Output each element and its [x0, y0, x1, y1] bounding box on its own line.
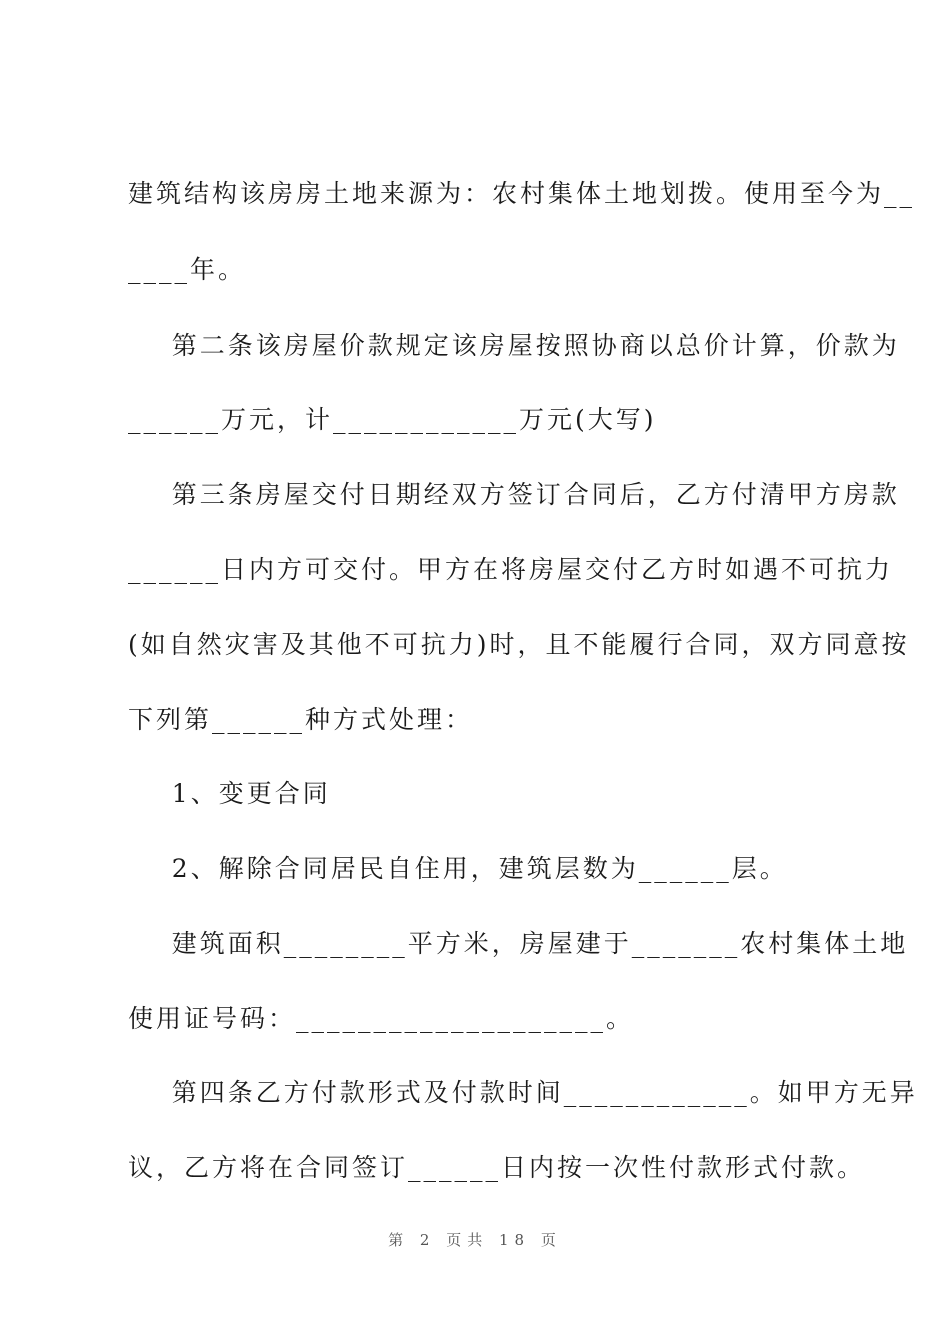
text-line-7: (如自然灾害及其他不可抗力)时，且不能履行合同，双方同意按: [128, 630, 910, 659]
text-line-5: 第三条房屋交付日期经双方签订合同后，乙方付清甲方房款: [128, 480, 900, 509]
text-line-6: ______日内方可交付。甲方在将房屋交付乙方时如遇不可抗力: [128, 555, 894, 584]
text-line-14: 议，乙方将在合同签订______日内按一次性付款形式付款。: [128, 1153, 866, 1182]
text-line-11: 建筑面积________平方米，房屋建于_______农村集体土地: [128, 929, 909, 958]
text-line-4: ______万元，计____________万元(大写): [128, 405, 657, 434]
text-line-8: 下列第______种方式处理：: [128, 705, 474, 734]
page-number-footer: 第 2 页共 18 页: [388, 1231, 562, 1249]
text-line-12: 使用证号码：____________________。: [128, 1004, 635, 1033]
text-line-13: 第四条乙方付款形式及付款时间____________。如甲方无异: [128, 1078, 918, 1107]
text-line-9: 1、变更合同: [128, 779, 331, 808]
text-line-2: ____年。: [128, 255, 247, 284]
text-line-3: 第二条该房屋价款规定该房屋按照协商以总价计算，价款为: [128, 331, 900, 360]
text-line-10: 2、解除合同居民自住用，建筑层数为______层。: [128, 854, 788, 883]
text-line-1: 建筑结构该房房土地来源为：农村集体土地划拨。使用至今为__: [128, 179, 916, 208]
